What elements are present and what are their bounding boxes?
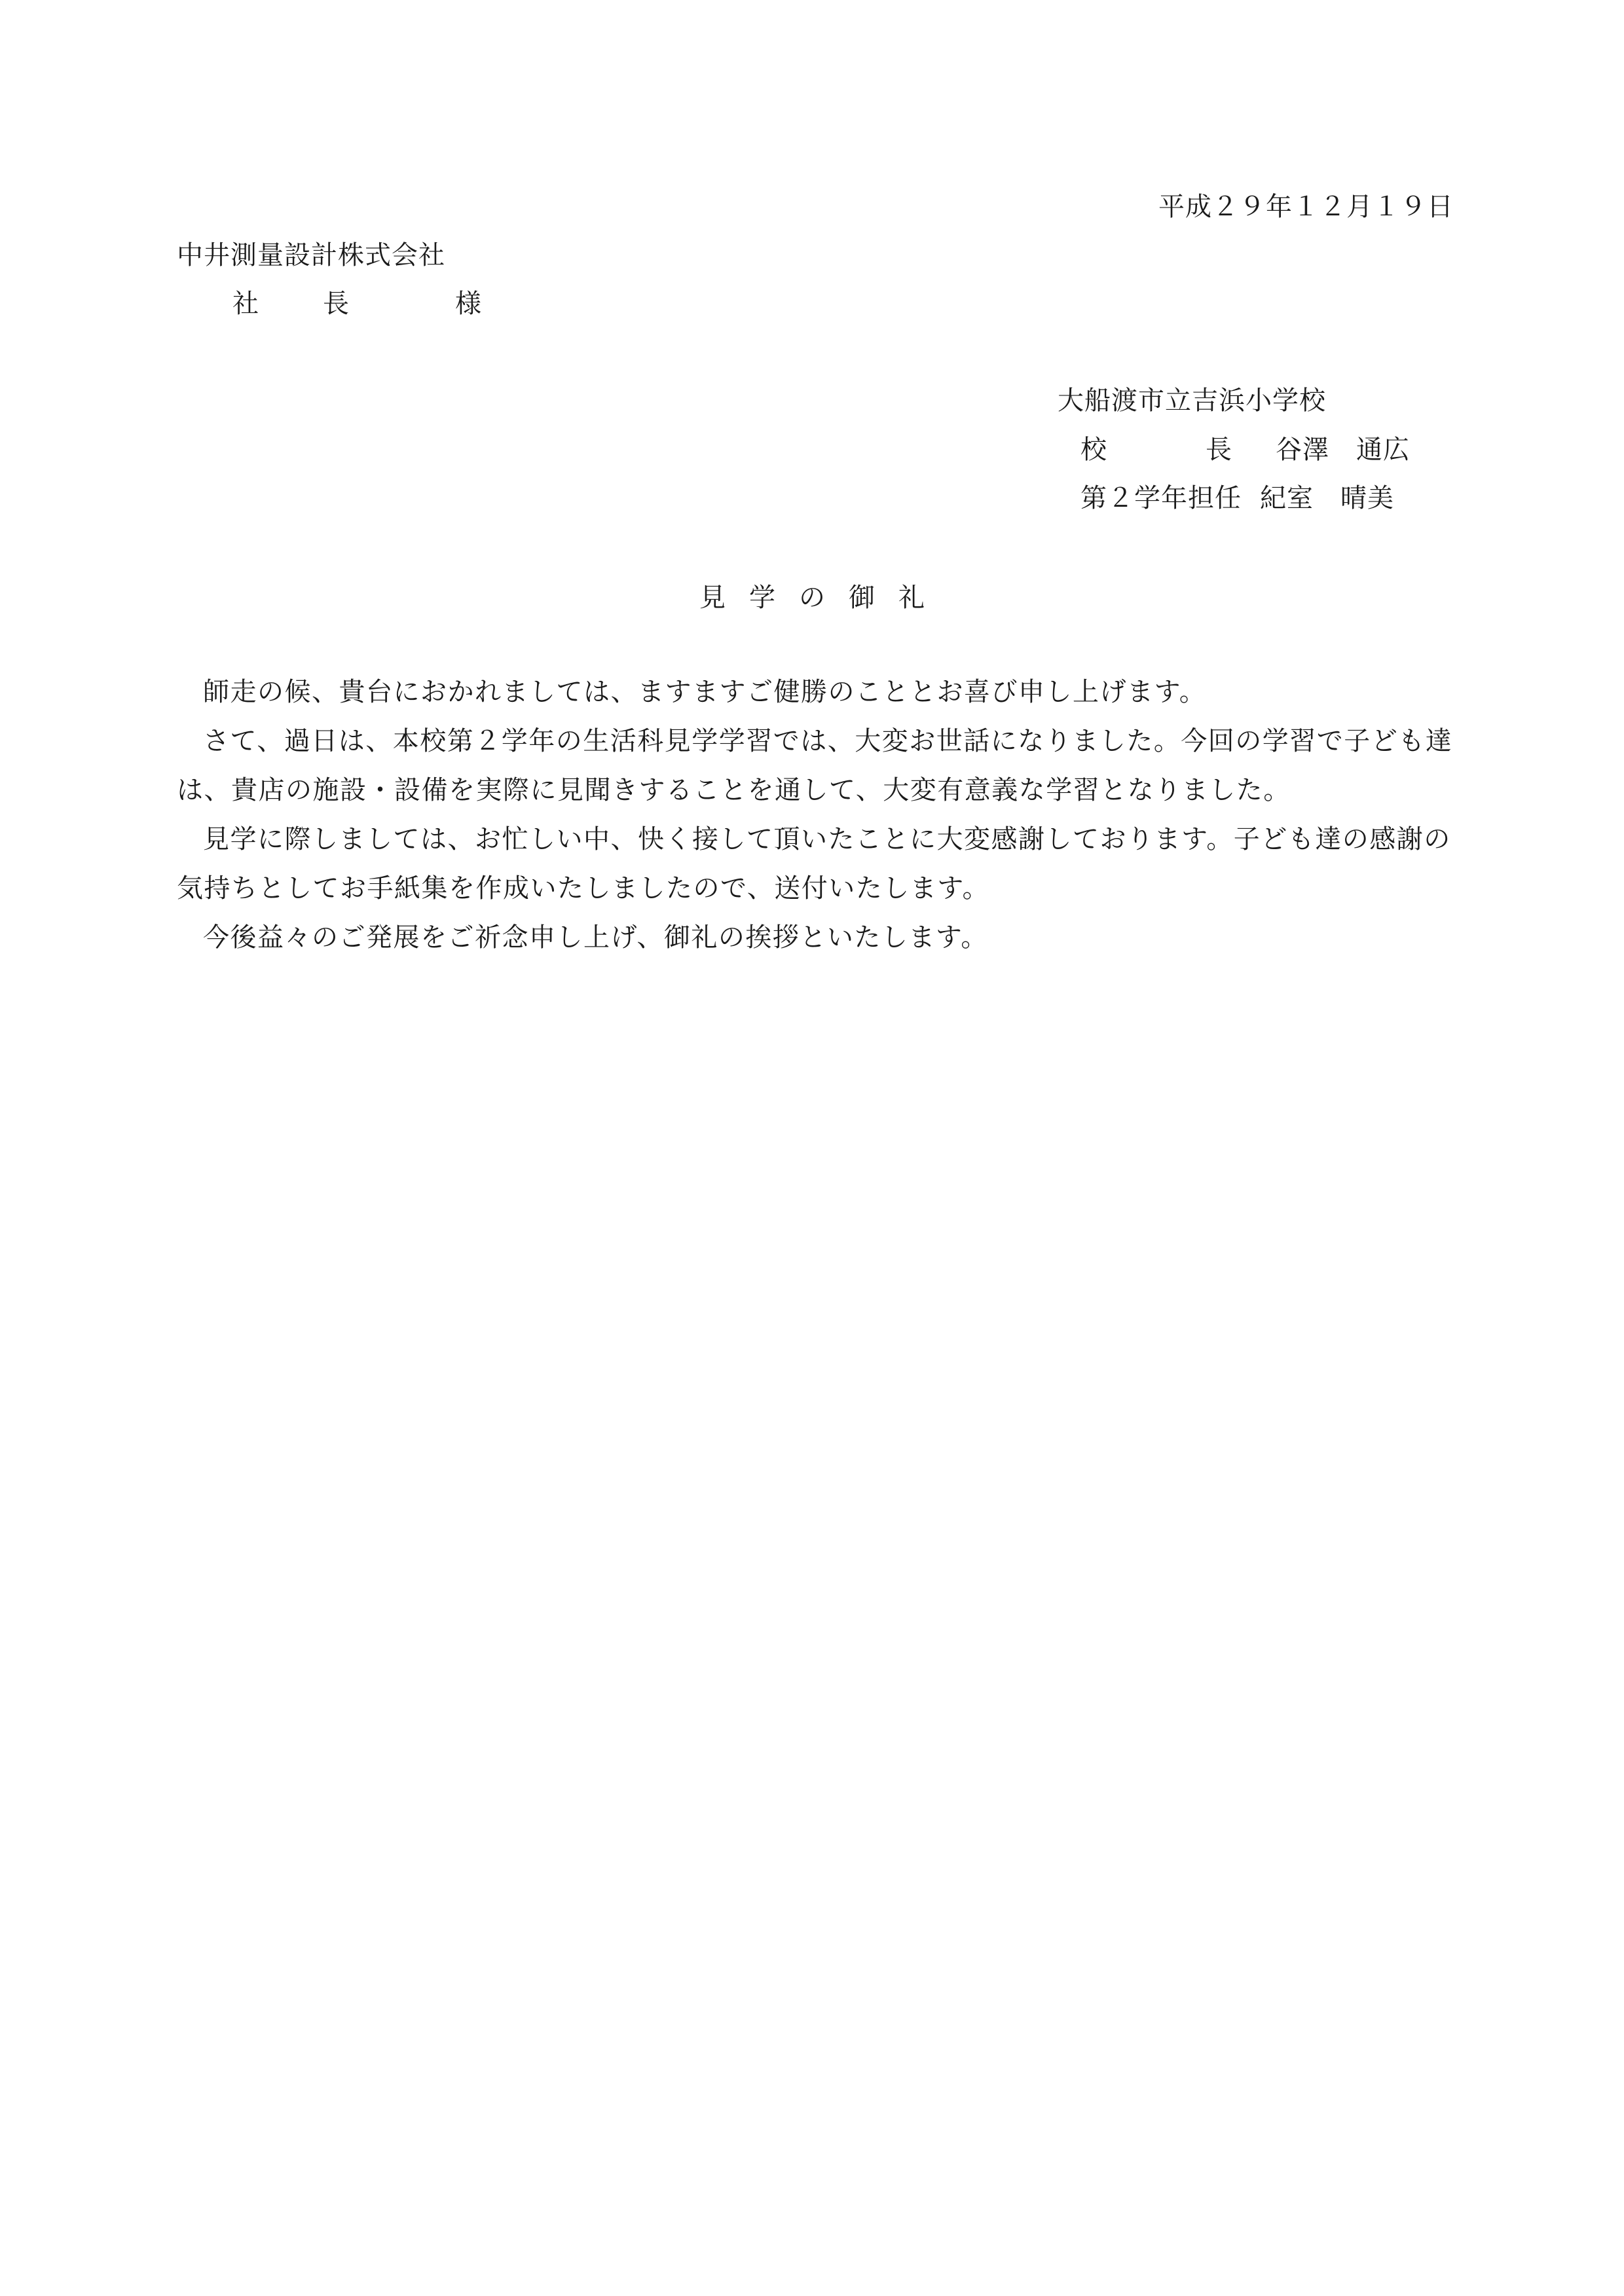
principal-role-char-2: 長 <box>1206 435 1232 465</box>
sender-principal <box>1080 431 1410 468</box>
sender-teacher <box>1080 480 1394 517</box>
principal-role <box>1080 431 1257 468</box>
teacher-name: 紀室 晴美 <box>1260 483 1394 513</box>
sender-school: 大船渡市立吉浜小学校 <box>1058 386 1326 416</box>
letter-subject: 見学の御礼 <box>699 583 948 613</box>
teacher-role: 第２学年担任 <box>1080 483 1242 513</box>
body-paragraph: 見学に際しましては、お忙しい中、快く接して頂いたことに大変感謝しております。子ども達の感謝の気持ちとしてお手紙集を作成いたしましたので、送付いたします。 <box>177 824 1451 903</box>
recipient-title-char-1: 社 <box>232 289 260 319</box>
recipient-title-char-2: 長 <box>323 289 350 319</box>
principal-role-char-1: 校 <box>1080 435 1107 465</box>
body-paragraph: 今後益々のご発展をご祈念申し上げ、御礼の挨拶といたします。 <box>203 922 988 953</box>
principal-name: 谷澤 通広 <box>1276 435 1410 465</box>
recipient-honorific: 様 <box>455 289 483 319</box>
recipient-company: 中井測量設計株式会社 <box>177 240 445 270</box>
body-paragraph: さて、過日は、本校第２学年の生活科見学学習では、大変お世話になりました。今回の学習で子ども達は、貴店の施設・設備を実際に見聞きすることを通して、大変有意義な学習となりました。 <box>177 726 1453 805</box>
letter-body <box>177 668 1454 962</box>
letter-date: 平成２９年１２月１９日 <box>1158 192 1454 222</box>
recipient-title <box>232 285 483 322</box>
body-paragraph: 師走の候、貴台におかれましては、ますますご健勝のこととお喜び申し上げます。 <box>203 677 1207 707</box>
